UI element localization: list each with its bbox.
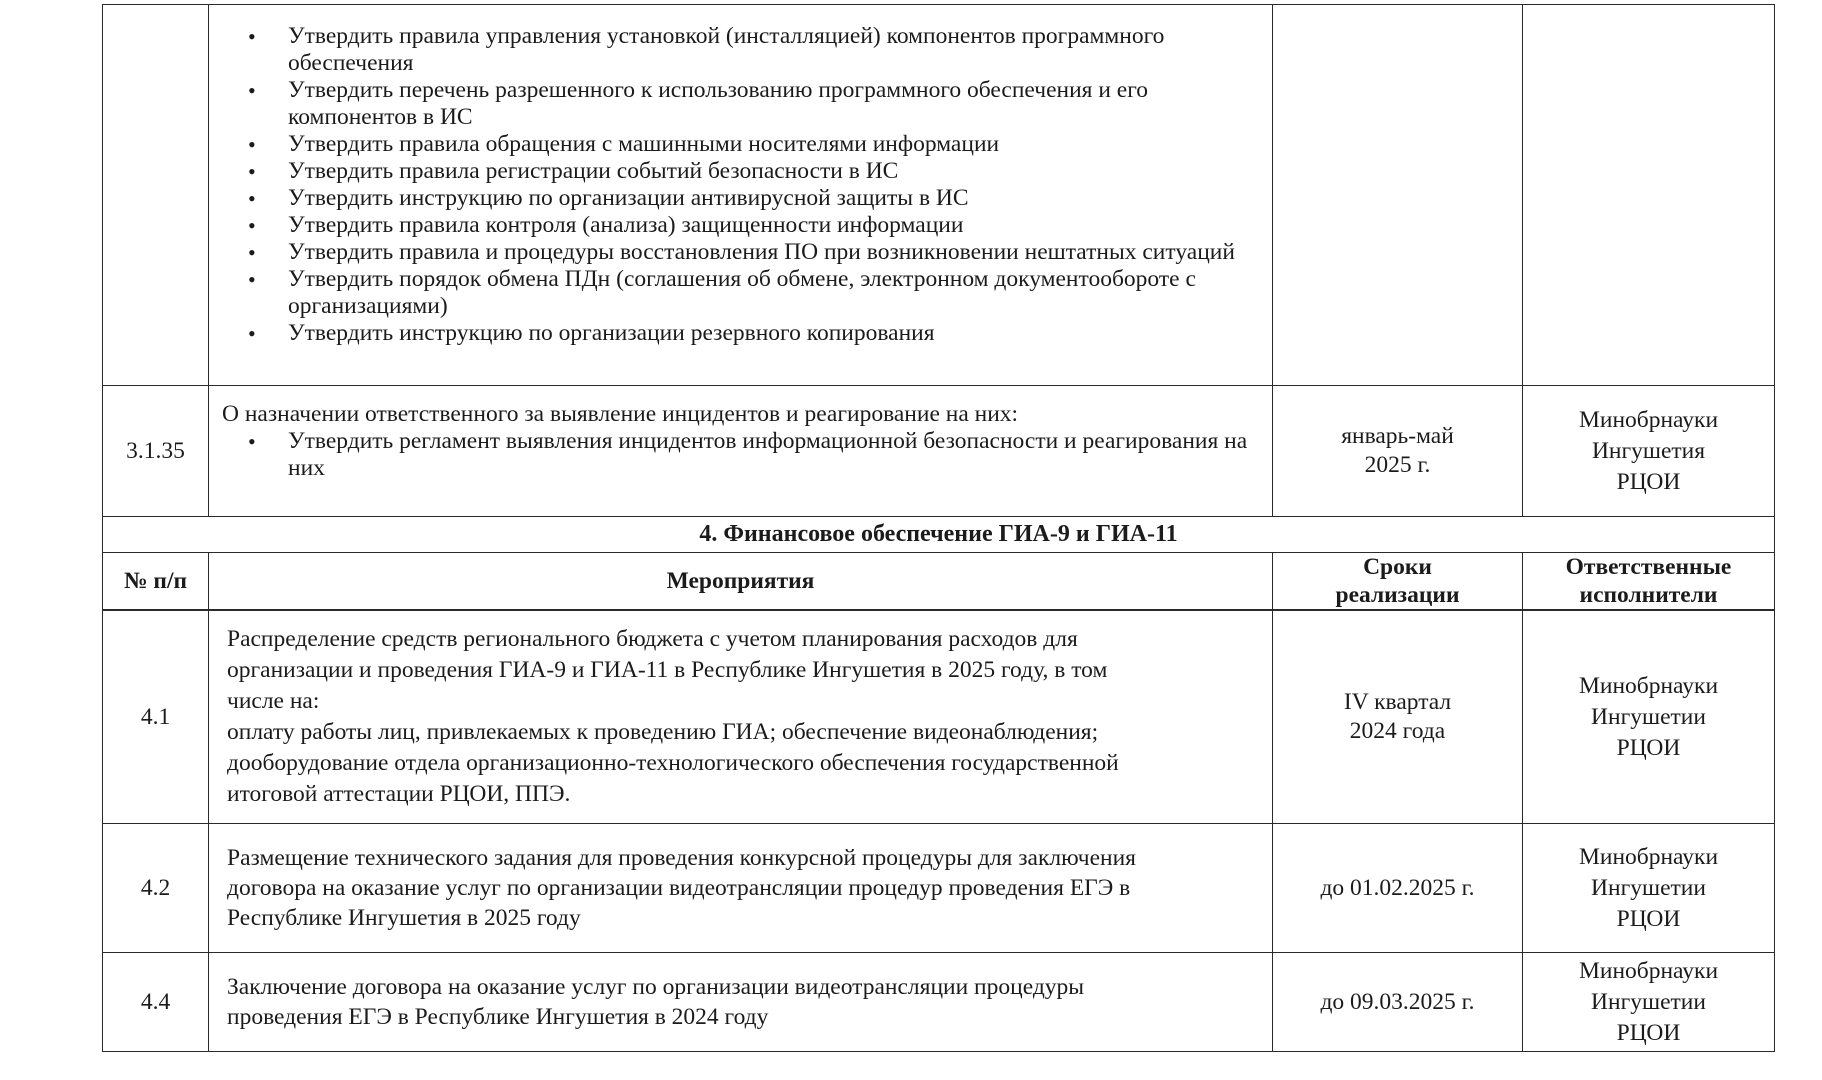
responsible-cell xyxy=(1523,386,1775,517)
table-row xyxy=(103,610,1775,824)
term-line: до 09.03.2025 г. xyxy=(1320,988,1475,1015)
responsible-line: Минобрнауки xyxy=(1578,406,1719,433)
activity-line: Республике Ингушетия в 2025 году xyxy=(227,905,581,931)
plan-table xyxy=(102,4,1775,1052)
activity-line: оплату работы лиц, привлекаемых к проведению ГИА; обеспечение видеонаблюдения; xyxy=(227,719,1099,745)
term-cell xyxy=(1273,953,1523,1052)
responsible-cell xyxy=(1523,5,1775,386)
num-cell xyxy=(103,5,209,386)
responsible-line: Минобрнауки xyxy=(1578,843,1719,870)
bullet-list xyxy=(210,428,1271,482)
responsible-line: РЦОИ xyxy=(1616,468,1681,495)
responsible-line: РЦОИ xyxy=(1616,905,1681,932)
table-row xyxy=(103,5,1775,386)
header-term-line: реализации xyxy=(1335,582,1460,608)
num-cell: 4.2 xyxy=(103,824,209,953)
term-line: 2024 года xyxy=(1349,718,1446,744)
responsible-line: Минобрнауки xyxy=(1578,672,1719,699)
header-responsible xyxy=(1523,553,1775,611)
responsible-line: РЦОИ xyxy=(1616,1019,1681,1046)
activity-line: дооборудование отдела организационно-технологического обеспечения государственной xyxy=(227,750,1119,776)
term-cell xyxy=(1273,824,1523,953)
responsible-line: Ингушетии xyxy=(1591,988,1706,1015)
header-responsible-line: Ответственные xyxy=(1565,554,1732,580)
table-row xyxy=(103,386,1775,517)
activity-line: организации и проведения ГИА-9 и ГИА-11 в Республике Ингушетия в 2025 году, в том xyxy=(227,657,1108,683)
list-item: • Утвердить правила обращения с машинными носителями информации xyxy=(288,131,1271,158)
header-term-line: Сроки xyxy=(1363,554,1432,580)
table-row xyxy=(103,953,1775,1052)
num-cell: 4.1 xyxy=(103,610,209,824)
responsible-line: Ингушетия xyxy=(1591,437,1706,464)
responsible-line: Минобрнауки xyxy=(1578,957,1719,984)
term-cell xyxy=(1273,610,1523,824)
header-term xyxy=(1273,553,1523,611)
responsible-cell xyxy=(1523,953,1775,1052)
activity-cell xyxy=(209,610,1273,824)
list-item: • Утвердить правила управления установкой (инсталляцией) компонентов программного обеспечения xyxy=(288,23,1271,77)
list-item: • Утвердить правила регистрации событий безопасности в ИС xyxy=(288,158,1271,185)
activity-intro: О назначении ответственного за выявление инцидентов и реагирование на них: xyxy=(222,400,1019,427)
header-row xyxy=(103,553,1775,611)
activity-line: Заключение договора на оказание услуг по организации видеотрансляции процедуры xyxy=(227,974,1085,1000)
term-line: IV квартал xyxy=(1343,689,1452,715)
header-num: № п/п xyxy=(103,553,209,611)
activity-line: Размещение технического задания для проведения конкурсной процедуры для заключения xyxy=(227,845,1136,871)
list-item: • Утвердить инструкцию по организации резервного копирования xyxy=(288,320,1271,347)
document-page xyxy=(102,4,1774,1052)
list-item: • Утвердить правила контроля (анализа) защищенности информации xyxy=(288,212,1271,239)
term-line: до 01.02.2025 г. xyxy=(1320,874,1475,901)
num-cell: 4.4 xyxy=(103,953,209,1052)
term-cell xyxy=(1273,386,1523,517)
num-cell: 3.1.35 xyxy=(103,386,209,517)
activity-cell xyxy=(209,824,1273,953)
table-row xyxy=(103,824,1775,953)
term-cell xyxy=(1273,5,1523,386)
activity-cell xyxy=(209,953,1273,1052)
section-title: 4. Финансовое обеспечение ГИА-9 и ГИА-11 xyxy=(103,517,1775,553)
list-item: • Утвердить перечень разрешенного к использованию программного обеспечения и его компонентов в ИС xyxy=(288,77,1271,131)
responsible-line: Ингушетии xyxy=(1591,703,1706,730)
activity-line: числе на: xyxy=(227,688,320,714)
activity-line: проведения ЕГЭ в Республике Ингушетия в 2024 году xyxy=(227,1004,769,1030)
activity-line: Распределение средств регионального бюджета с учетом планирования расходов для xyxy=(227,626,1078,652)
header-responsible-line: исполнители xyxy=(1579,582,1718,608)
responsible-line: Ингушетии xyxy=(1591,874,1706,901)
term-line: 2025 г. xyxy=(1364,452,1431,478)
activity-line: итоговой аттестации РЦОИ, ППЭ. xyxy=(227,781,571,807)
responsible-cell xyxy=(1523,610,1775,824)
activity-cell xyxy=(209,5,1273,386)
list-item: • Утвердить порядок обмена ПДн (соглашения об обмене, электронном документообороте с организациями) xyxy=(288,266,1271,320)
list-item: • Утвердить инструкцию по организации антивирусной защиты в ИС xyxy=(288,185,1271,212)
list-item: • Утвердить правила и процедуры восстановления ПО при возникновении нештатных ситуаций xyxy=(288,239,1271,266)
list-item: • Утвердить регламент выявления инцидентов информационной безопасности и реагирования на них xyxy=(288,428,1271,482)
responsible-line: РЦОИ xyxy=(1616,734,1681,761)
term-line: январь-май xyxy=(1341,423,1454,449)
header-activity: Мероприятия xyxy=(209,553,1273,611)
section-row xyxy=(103,517,1775,553)
activity-cell xyxy=(209,386,1273,517)
responsible-cell xyxy=(1523,824,1775,953)
bullet-list xyxy=(210,20,1271,371)
activity-line: договора на оказание услуг по организации видеотрансляции процедур проведения ЕГЭ в xyxy=(227,875,1131,901)
